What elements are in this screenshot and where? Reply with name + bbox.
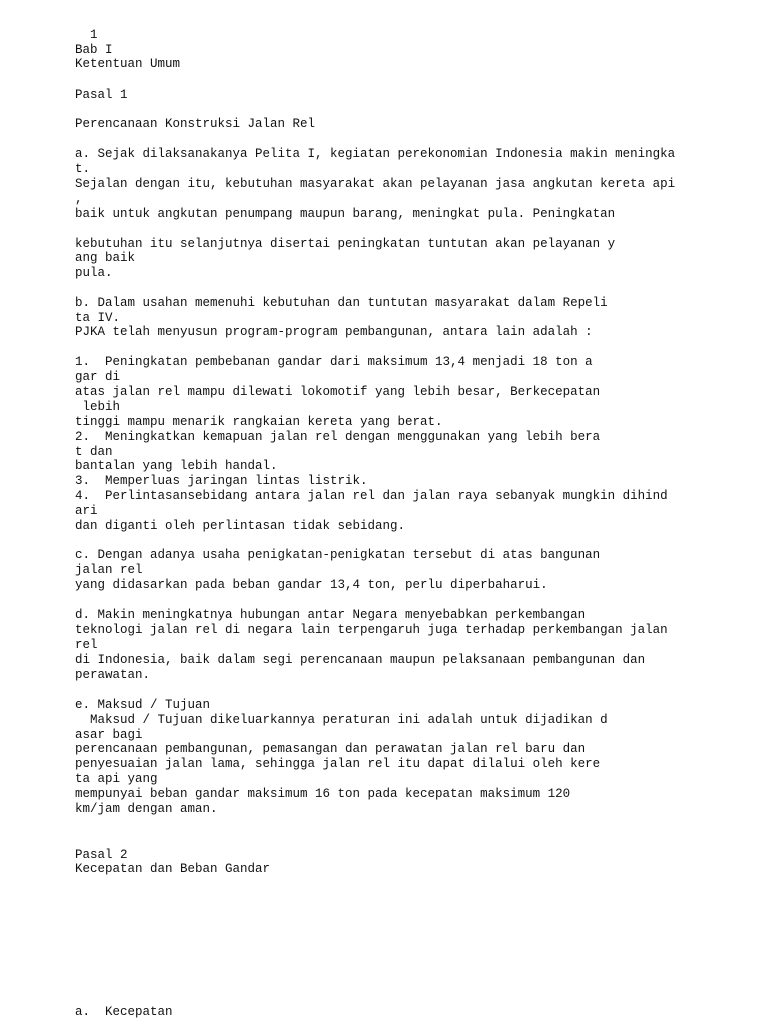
text-line: lebih	[75, 400, 121, 414]
text-line: Ketentuan Umum	[75, 57, 181, 71]
text-line: ang baik	[75, 251, 136, 265]
text-line: pula.	[75, 266, 113, 280]
text-line: 4. Perlintasansebidang antara jalan rel dan jalan raya sebanyak mungkin dihind	[75, 489, 668, 503]
text-line: Bab I	[75, 43, 113, 57]
text-line: a. Kecepatan	[75, 1005, 173, 1019]
text-line: t.	[75, 162, 91, 176]
text-line: jalan rel	[75, 563, 143, 577]
text-line: rel	[75, 638, 98, 652]
text-line: 1. Peningkatan pembebanan gandar dari maksimum 13,4 menjadi 18 ton a	[75, 355, 593, 369]
text-line: tinggi mampu menarik rangkaian kereta yang berat.	[75, 415, 443, 429]
text-line: ta IV.	[75, 311, 121, 325]
text-line: Kecepatan dan Beban Gandar	[75, 862, 271, 876]
text-line: Maksud / Tujuan dikeluarkannya peraturan ini adalah untuk dijadikan d	[75, 713, 608, 727]
text-line: c. Dengan adanya usaha penigkatan-penigkatan tersebut di atas bangunan	[75, 548, 601, 562]
text-line: PJKA telah menyusun program-program pembangunan, antara lain adalah :	[75, 325, 593, 339]
page-number: 1	[75, 28, 98, 42]
text-line: ta api yang	[75, 772, 158, 786]
text-line: atas jalan rel mampu dilewati lokomotif yang lebih besar, Berkecepatan	[75, 385, 601, 399]
text-line: Pasal 1	[75, 88, 128, 102]
text-line: a. Sejak dilaksanakanya Pelita I, kegiatan perekonomian Indonesia makin meningka	[75, 147, 676, 161]
text-line: gar di	[75, 370, 121, 384]
text-line: perencanaan pembangunan, pemasangan dan perawatan jalan rel baru dan	[75, 742, 586, 756]
text-line: ,	[75, 192, 83, 206]
text-line: 3. Memperluas jaringan lintas listrik.	[75, 474, 368, 488]
text-line: kebutuhan itu selanjutnya disertai peningkatan tuntutan akan pelayanan y	[75, 237, 616, 251]
text-line: Sejalan dengan itu, kebutuhan masyarakat akan pelayanan jasa angkutan kereta api	[75, 177, 676, 191]
text-line: dan diganti oleh perlintasan tidak sebidang.	[75, 519, 406, 533]
text-line: t dan	[75, 445, 113, 459]
text-line: baik untuk angkutan penumpang maupun barang, meningkat pula. Peningkatan	[75, 207, 616, 221]
text-line: d. Makin meningkatnya hubungan antar Negara menyebabkan perkembangan	[75, 608, 586, 622]
text-line: asar bagi	[75, 728, 143, 742]
text-line: di Indonesia, baik dalam segi perencanaan maupun pelaksanaan pembangunan dan	[75, 653, 646, 667]
text-line: 2. Meningkatkan kemapuan jalan rel dengan menggunakan yang lebih bera	[75, 430, 601, 444]
text-line: km/jam dengan aman.	[75, 802, 218, 816]
text-line: Pasal 2	[75, 848, 128, 862]
text-line: yang didasarkan pada beban gandar 13,4 ton, perlu diperbaharui.	[75, 578, 548, 592]
text-line: e. Maksud / Tujuan	[75, 698, 211, 712]
text-line: penyesuaian jalan lama, sehingga jalan rel itu dapat dilalui oleh kere	[75, 757, 601, 771]
text-line: mempunyai beban gandar maksimum 16 ton pada kecepatan maksimum 120	[75, 787, 571, 801]
text-line: ari	[75, 504, 98, 518]
text-line: b. Dalam usahan memenuhi kebutuhan dan tuntutan masyarakat dalam Repeli	[75, 296, 608, 310]
text-line: perawatan.	[75, 668, 151, 682]
text-line: Perencanaan Konstruksi Jalan Rel	[75, 117, 316, 131]
text-line: bantalan yang lebih handal.	[75, 459, 278, 473]
text-line: teknologi jalan rel di negara lain terpengaruh juga terhadap perkembangan jalan	[75, 623, 668, 637]
